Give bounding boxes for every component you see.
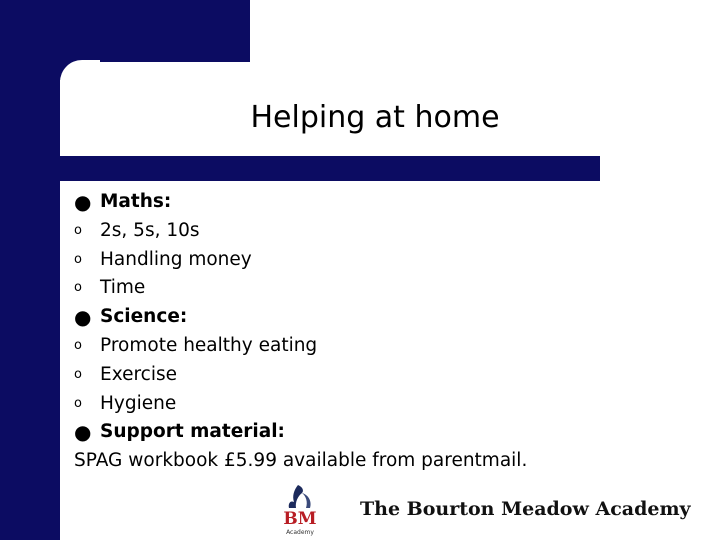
- list-item-text: Promote healthy eating: [100, 334, 318, 356]
- list-item: [74, 246, 674, 275]
- list-item: [74, 188, 674, 217]
- list-item-text: Exercise: [100, 363, 177, 385]
- hollow-bullet-icon: o: [74, 280, 82, 296]
- list-item-text: Time: [100, 277, 146, 299]
- left-decor-bar: [0, 0, 60, 540]
- list-item: [74, 217, 674, 246]
- hollow-bullet-icon: o: [74, 337, 82, 353]
- list-item: [74, 303, 674, 332]
- list-item: [74, 418, 674, 447]
- slide-title: Helping at home: [250, 100, 500, 135]
- hollow-bullet-icon: o: [74, 251, 82, 267]
- list-item-text: Maths:: [100, 191, 172, 212]
- list-item-text: Science:: [100, 306, 188, 328]
- school-crest-icon: [276, 482, 324, 538]
- title-underline-bar: [60, 156, 600, 181]
- corner-round-decor: [60, 60, 100, 100]
- hollow-bullet-icon: o: [74, 395, 82, 411]
- list-item-text: Hygiene: [100, 392, 177, 414]
- crest-caption: Academy: [286, 529, 314, 536]
- list-item: [74, 390, 674, 419]
- bullet-list: [74, 188, 674, 476]
- list-item-text: Support material:: [100, 421, 285, 443]
- hollow-bullet-icon: o: [74, 366, 82, 382]
- hollow-bullet-icon: o: [74, 222, 82, 238]
- list-item: [74, 361, 674, 390]
- list-item-text: 2s, 5s, 10s: [100, 219, 200, 241]
- list-item: [74, 274, 674, 303]
- crest-letters: BM: [283, 509, 317, 529]
- school-name: The Bourton Meadow Academy: [360, 498, 691, 520]
- footer-note: SPAG workbook £5.99 available from parentmail.: [74, 450, 528, 472]
- top-decor-block: [0, 0, 250, 62]
- list-item-text: Handling money: [100, 248, 252, 270]
- filled-bullet-icon: ●: [74, 420, 92, 445]
- list-item: [74, 332, 674, 361]
- school-logo-banner: [268, 480, 720, 540]
- filled-bullet-icon: ●: [74, 190, 92, 214]
- filled-bullet-icon: ●: [74, 305, 92, 330]
